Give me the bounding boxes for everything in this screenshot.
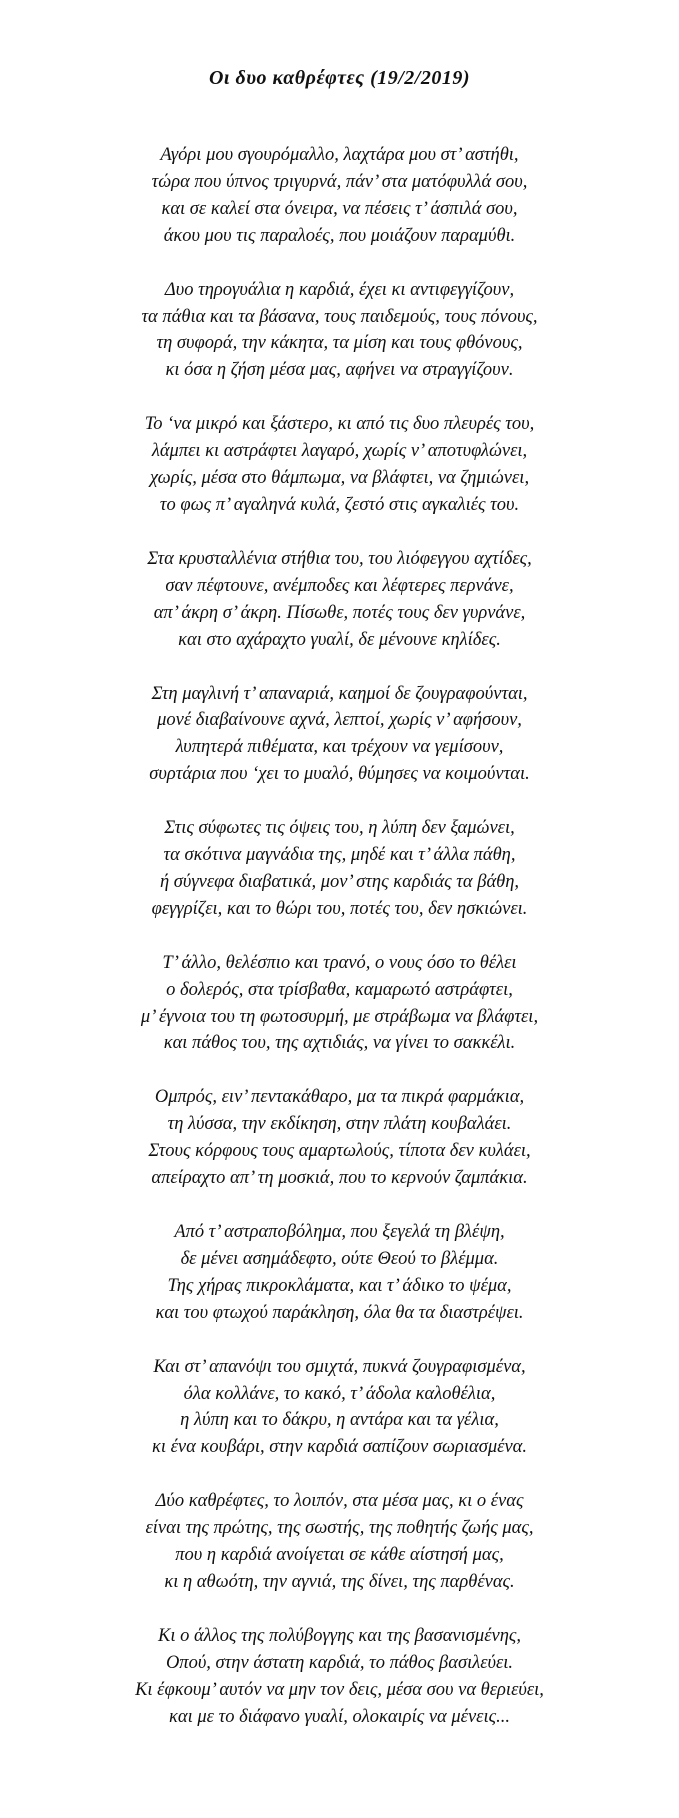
poem-line: Το ‘να μικρό και ξάστερο, κι από τις δυο πλευρές του, <box>144 414 535 435</box>
poem-line: τα πάθια και τα βάσανα, τους παιδεμούς, τους πόνους, <box>141 306 538 327</box>
stanza <box>40 1623 640 1731</box>
poem-line: μονέ διαβαίνουνε αχνά, λεπτοί, χωρίς ν’ αφήσουν, <box>157 710 522 731</box>
stanza <box>40 277 640 385</box>
poem-line: μ’ έγνοια του τη φωτοσυρμή, με στράβωμα να βλάφτει, <box>140 1006 539 1027</box>
stanza <box>40 1354 640 1462</box>
poem-line: κι η αθωότη, την αγνιά, της δίνει, της παρθένας. <box>164 1571 515 1592</box>
poem-line: λάμπει κι αστράφτει λαγαρό, χωρίς ν’ αποτυφλώνει, <box>151 441 528 462</box>
poem-line: Κι ο άλλος της πολύβογγης και της βασανισμένης, <box>157 1625 522 1646</box>
poem-line: άκου μου τις παραλοές, που μοιάζουν παραμύθι. <box>163 225 516 246</box>
poem-line: και με το διάφανο γυαλί, ολοκαιρίς να μένεις... <box>169 1706 510 1727</box>
poem-line: Από τ’ αστραποβόλημα, που ξεγελά τη βλέψη, <box>174 1222 505 1242</box>
poem-line: το φως π’ αγαληνά κυλά, ζεστό στις αγκαλιές του. <box>159 494 520 515</box>
poem-line: λυπητερά πιθέματα, και τρέχουν να γεμίσουν, <box>175 737 504 758</box>
poem-line: Τ’ άλλο, θελέσπιο και τρανό, ο νους όσο το θέλει <box>162 952 517 973</box>
poem-line: ο δολερός, στα τρίσβαθα, καμαρωτό αστράφτει, <box>166 979 513 1000</box>
stanza <box>40 142 640 250</box>
stanza <box>40 411 640 519</box>
poem-line: κι όσα η ζήση μέσα μας, αφήνει να στραγγίζουν. <box>165 360 514 381</box>
poem-line: Και στ’ απανόψι του σμιχτά, πυκνά ζουγραφισμένα, <box>153 1356 526 1377</box>
stanza <box>40 815 640 923</box>
poem-line: Στη μαγλινή τ’ απαναριά, καημοί δε ζουγραφούνται, <box>151 683 528 704</box>
poem-line: Οπού, στην άστατη καρδιά, το πάθος βασιλεύει. <box>165 1652 514 1673</box>
poem-line: τη λύσσα, την εκδίκηση, στην πλάτη κουβαλάει. <box>167 1114 512 1135</box>
poem-line: φεγγρίζει, και το θώρι του, ποτές του, δεν ησκιώνει. <box>151 898 528 919</box>
poem-line: Στις σύφωτες τις όψεις του, η λύπη δεν ξαμώνει, <box>164 818 515 839</box>
stanza <box>40 950 640 1058</box>
poem-line: συρτάρια που ‘χει το μυαλό, θύμησες να κοιμούνται. <box>149 764 530 785</box>
poem-line: και του φτωχού παράκληση, όλα θα τα διαστρέψει. <box>155 1302 524 1323</box>
stanza <box>40 546 640 654</box>
poem-line: δε μένει ασημάδεφτο, ούτε Θεού το βλέμμα. <box>180 1248 499 1269</box>
poem-line: σαν πέφτουνε, ανέμποδες και λέφτερες περνάνε, <box>165 575 514 596</box>
poem-line: ή σύγνεφα διαβατικά, μον’ στης καρδιάς τα βάθη, <box>159 871 520 892</box>
poem-line: Δυο τηρογυάλια η καρδιά, έχει κι αντιφεγγίζουν, <box>164 279 515 300</box>
poem-line: τη συφορά, την κάκητα, τα μίση και τους φθόνους, <box>156 333 523 354</box>
poem-line: Στους κόρφους τους αμαρτωλούς, τίποτα δεν κυλάει, <box>148 1141 531 1162</box>
poem-line: Ομπρός, ειν’ πεντακάθαρο, μα τα πικρά φαρμάκια, <box>154 1087 525 1108</box>
poem-line: Δύο καθρέφτες, το λοιπόν, στα μέσα μας, κι ο ένας <box>155 1491 524 1512</box>
stanza <box>40 1084 640 1192</box>
poem-line: τα σκότινα μαγνάδια της, μηδέ και τ’ άλλα πάθη, <box>163 845 516 866</box>
poem-title: Οι δυο καθρέφτες (19/2/2019) <box>208 67 471 89</box>
poem-line: απείραχτο απ’ τη μοσκιά, που το κερνούν ζαμπάκια. <box>151 1168 528 1189</box>
poem-line: κι ένα κουβάρι, στην καρδιά σαπίζουν σωριασμένα. <box>151 1437 527 1458</box>
poem-line: Της χήρας πικροκλάματα, και τ’ άδικο το ψέμα, <box>167 1275 512 1296</box>
poem-line: και σε καλεί στα όνειρα, να πέσεις τ’ άσπιλά σου, <box>161 198 518 219</box>
poem-line: απ’ άκρη σ’ άκρη. Πίσωθε, ποτές τους δεν γυρνάνε, <box>153 602 526 623</box>
poem-line: Κι έφκουμ’ αυτόν να μην τον δεις, μέσα σου να θεριεύει, <box>135 1679 544 1700</box>
poem-line: Στα κρυσταλλένια στήθια του, του λιόφεγγου αχτίδες, <box>147 548 532 569</box>
poem-line: και πάθος του, της αχτιδιάς, να γίνει το σακκέλι. <box>163 1033 516 1054</box>
poem-line: είναι της πρώτης, της σωστής, της ποθητής ζωής μας, <box>145 1518 534 1539</box>
poem-line: Αγόρι μου σγουρόμαλλο, λαχτάρα μου στ’ αστήθι, <box>160 145 519 165</box>
stanza <box>40 681 640 789</box>
poem-line: όλα κολλάνε, το κακό, τ’ άδολα καλοθέλια, <box>183 1383 496 1404</box>
poem-line: και στο αχάραχτο γυαλί, δε μένουνε κηλίδες. <box>178 629 501 650</box>
stanza <box>40 1488 640 1596</box>
poem-line: τώρα που ύπνος τριγυρνά, πάν’ στα ματόφυλλά σου, <box>151 171 528 192</box>
stanza <box>40 1219 640 1327</box>
poem-body <box>0 142 679 1731</box>
poem-line: η λύπη και το δάκρυ, η αντάρα και τα γέλια, <box>180 1410 499 1431</box>
poem-line: χωρίς, μέσα στο θάμπωμα, να βλάφτει, να ζημιώνει, <box>149 468 530 489</box>
poem-line: που η καρδιά ανοίγεται σε κάθε αίστησή μας, <box>175 1545 504 1566</box>
